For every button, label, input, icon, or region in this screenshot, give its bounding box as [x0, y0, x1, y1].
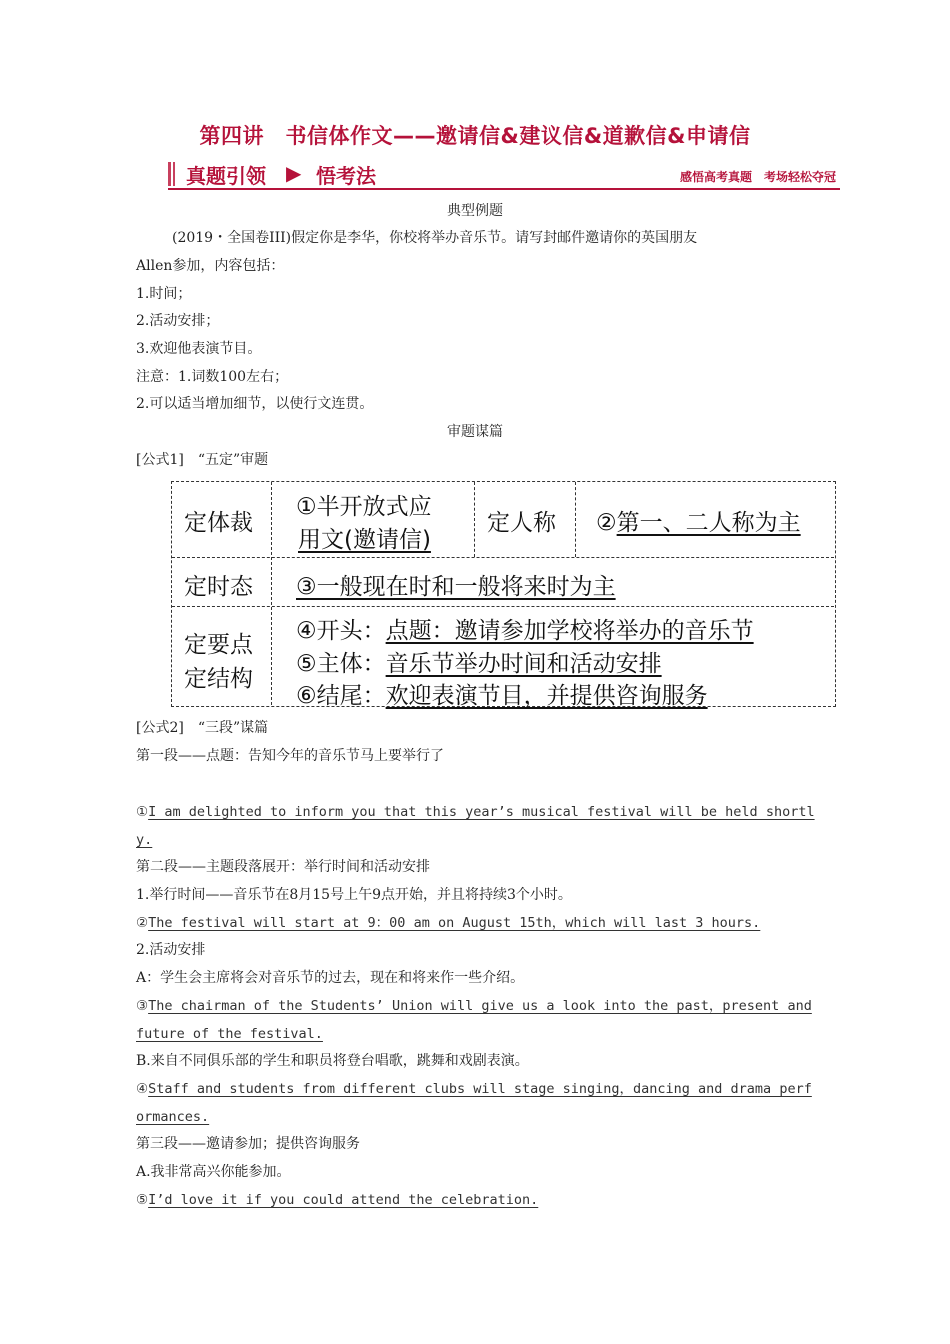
- activity-a: A：学生会主席将会对音乐节的过去，现在和将来作一些介绍。: [136, 970, 525, 986]
- cell-tense-value: ③一般现在时和一般将来时为主: [296, 574, 616, 600]
- section-banner: [168, 160, 840, 190]
- cell-structure-opening: ④开头：点题：邀请参加学校将举办的音乐节: [296, 618, 754, 644]
- activity-b: B.来自不同俱乐部的学生和职员将登台唱歌，跳舞和戏剧表演。: [136, 1053, 529, 1069]
- cell-structure-label-line2: 定结构: [184, 666, 253, 692]
- paragraph-1-heading: 第一段——点题：告知今年的音乐节马上要举行了: [136, 748, 444, 764]
- prompt-item-2: 2.活动安排；: [136, 313, 220, 329]
- cell-structure-body: ⑤主体：音乐节举办时间和活动安排: [296, 651, 662, 677]
- prompt-item-3: 3.欢迎他表演节目。: [136, 341, 262, 357]
- prompt-note-1: 注意：1.词数100左右；: [136, 369, 289, 385]
- banner-slogan: 感悟高考真题 考场轻松夺冠: [679, 170, 836, 184]
- cell-genre-value-line1: ①半开放式应: [296, 494, 432, 520]
- prompt-note-2: 2.可以适当增加细节，以使行文连贯。: [136, 396, 374, 412]
- time-item: 1.举行时间——音乐节在8月15号上午9点开始，并且将持续3个小时。: [136, 887, 572, 903]
- cell-tense-label: 定时态: [184, 574, 253, 600]
- cell-person-value: ②第一、二人称为主: [596, 510, 801, 536]
- banner-label-main: 真题引领: [186, 164, 266, 188]
- cell-genre-value-line2: 用文(邀请信): [298, 527, 431, 553]
- banner-arrow-icon: ▶: [286, 161, 302, 185]
- formula-2-heading: [公式2] “三段”谋篇: [136, 720, 269, 736]
- cell-person-label: 定人称: [487, 510, 556, 536]
- cell-genre-label: 定体裁: [184, 510, 253, 536]
- sentence-4: ④Staff and students from different clubs will stage singing，dancing and drama performances.: [136, 1081, 812, 1125]
- five-fix-table: [171, 481, 836, 707]
- activity-item: 2.活动安排: [136, 942, 206, 958]
- cell-points-label-line1: 定要点: [184, 632, 253, 658]
- prompt-item-1: 1.时间；: [136, 286, 192, 302]
- banner-label-secondary: 悟考法: [316, 164, 376, 188]
- sentence-2: ②The festival will start at 9：00 am on August 15th，which will last 3 hours.: [136, 915, 761, 931]
- invite-a: A.我非常高兴你能参加。: [136, 1164, 291, 1180]
- prompt-line-1: (2019・全国卷III)假定你是李华，你校将举办音乐节。请写封邮件邀请你的英国朋友: [172, 230, 698, 246]
- example-heading: 典型例题: [447, 203, 503, 219]
- sentence-3: ③The chairman of the Students’ Union will give us a look into the past，present and future of the festival.: [136, 998, 812, 1042]
- analysis-heading: 审题谋篇: [447, 424, 503, 440]
- paragraph-3-heading: 第三段——邀请参加；提供咨询服务: [136, 1136, 360, 1152]
- banner-bars-decoration: [168, 162, 178, 186]
- prompt-line-2: Allen参加，内容包括：: [136, 258, 285, 274]
- paragraph-2-heading: 第二段——主题段落展开：举行时间和活动安排: [136, 859, 430, 875]
- cell-structure-ending: ⑥结尾：欢迎表演节目，并提供咨询服务: [296, 683, 708, 709]
- cell-person-value-text: 第一、二人称为主: [616, 510, 801, 536]
- formula-1-heading: [公式1] “五定”审题: [136, 452, 269, 468]
- sentence-5: ⑤I’d love it if you could attend the celebration.: [136, 1192, 539, 1208]
- sentence-1: ①I am delighted to inform you that this year’s musical festival will be held shortly.: [136, 804, 815, 848]
- page-title: 第四讲 书信体作文——邀请信&建议信&道歉信&申请信: [199, 124, 751, 148]
